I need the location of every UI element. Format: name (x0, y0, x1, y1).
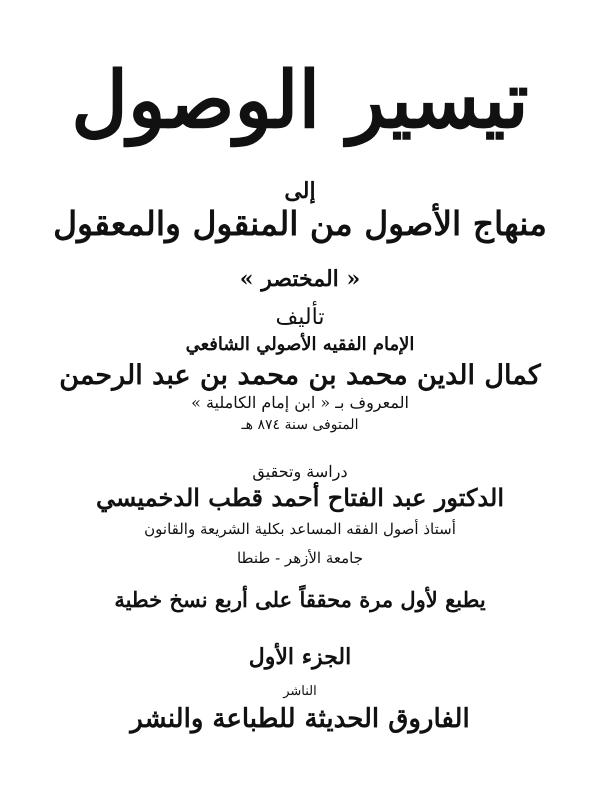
author-death-date: المتوفى سنة ٨٧٤ هـ (241, 417, 359, 433)
volume-label: الجزء الأول (248, 644, 352, 670)
book-subtitle: منهاج الأصول من المنقول والمعقول (53, 204, 547, 243)
author-epithet: الإمام الفقيه الأصولي الشافعي (185, 334, 415, 355)
abridged-label: « المختصر » (239, 266, 361, 292)
publisher-name: الفاروق الحديثة للطباعة والنشر (130, 704, 470, 734)
title-connector: إلى (284, 178, 316, 204)
book-title: تيسير الوصول (71, 55, 529, 146)
edition-note: يطبع لأول مرة محققاً على أربع نسخ خطية (114, 587, 486, 612)
editor-name: الدكتور عبد الفتاح أحمد قطب الدخميسي (96, 483, 504, 512)
publisher-label: الناشر (283, 684, 317, 699)
editor-position: أستاذ أصول الفقه المساعد بكلية الشريعة والقانون (144, 520, 456, 538)
editor-university: جامعة الأزهر - طنطا (236, 549, 364, 567)
authorship-label: تأليف (275, 305, 325, 330)
author-name: كمال الدين محمد بن محمد بن عبد الرحمن (59, 360, 541, 391)
author-known-as: المعروف بـ « ابن إمام الكاملية » (191, 393, 409, 412)
study-label: دراسة وتحقيق (252, 462, 348, 481)
